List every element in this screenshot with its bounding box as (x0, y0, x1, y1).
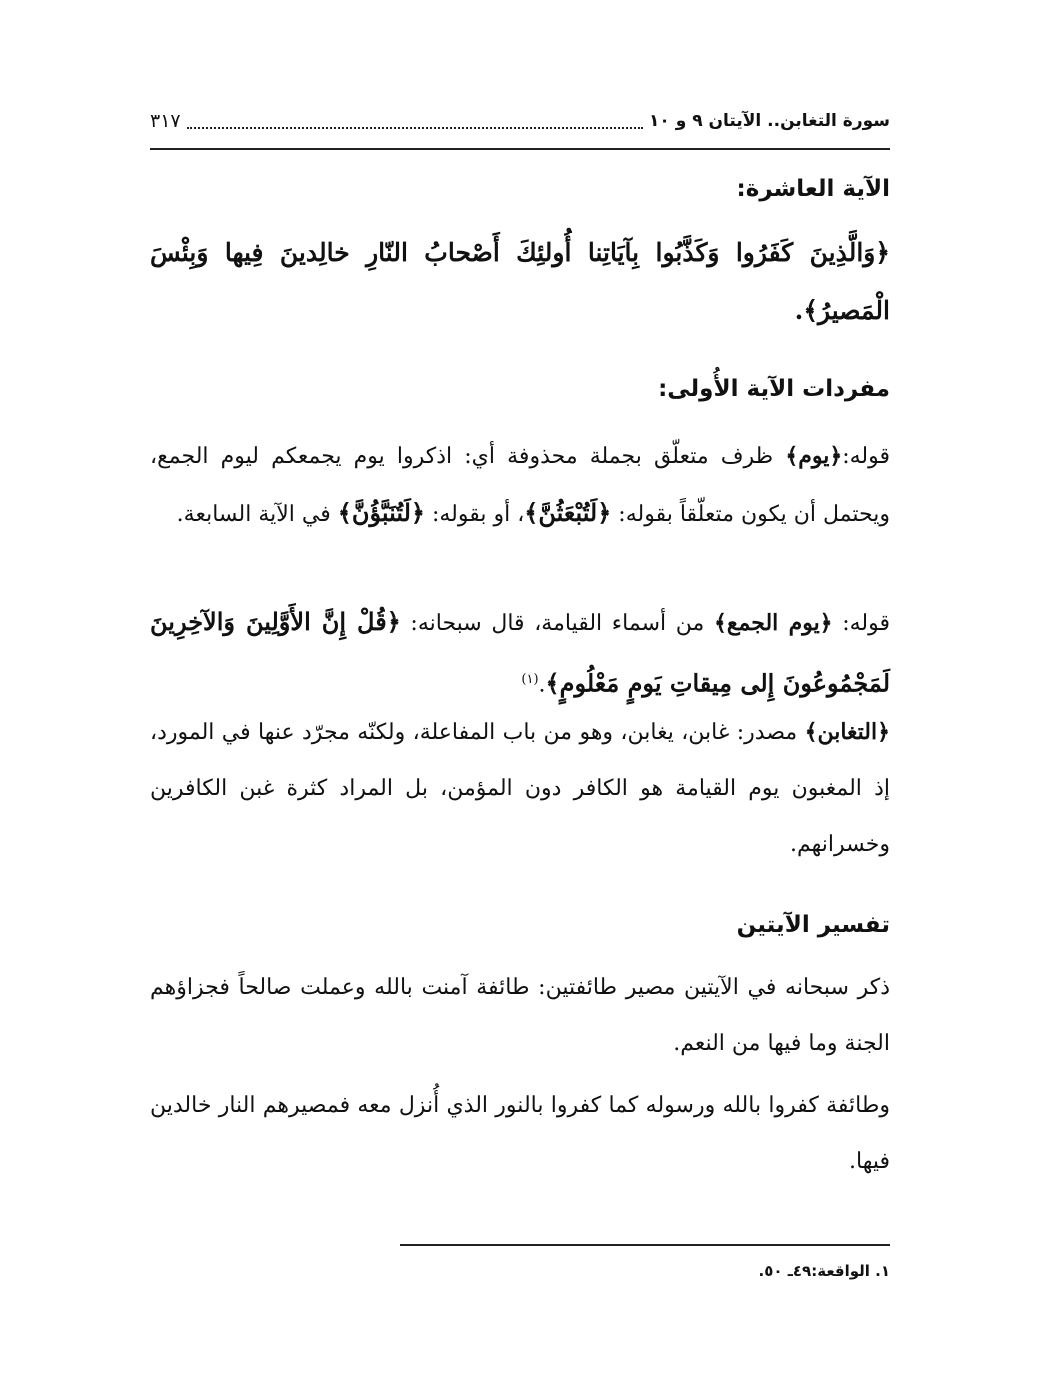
header-leader-dots (187, 113, 643, 129)
p1-term-latunabbaunna: ﴿لَتُنَبَّؤُنَّ﴾ (337, 498, 425, 527)
footnote-reference: (١) (521, 672, 539, 687)
paragraph-yawm-al-jam (150, 594, 890, 713)
p3-term-taghabun: ﴿التغابن﴾ (804, 719, 890, 745)
p1-term-latubathunna: ﴿لَتُبْعَثُنَّ﴾ (524, 498, 612, 527)
tafsir-heading: تفسير الآيتين (736, 912, 890, 938)
page-number: ٣١٧ (150, 110, 181, 132)
footnote-divider (400, 1244, 890, 1246)
header-title: سورة التغابن.. الآيتان ٩ و ١٠ (649, 111, 890, 131)
p3-text-b: مصدر: غابن، يغابن، وهو من باب المفاعلة، ولكنّه مجرّد عنها في المورد، إذ المغبون يوم القيامة هو الكافر دون المؤمن، بل المراد كثرة غبن الكافرين وخسرانهم. (150, 720, 890, 857)
p1-term-yawm: ﴿يوم﴾ (785, 443, 843, 469)
p2-text-c: من أسماء القيامة، قال سبحانه: (400, 611, 714, 636)
verse-heading: الآية العاشرة: (736, 176, 890, 202)
vocab-heading: مفردات الآية الأُولى: (658, 376, 890, 402)
verse-text: ﴿وَالَّذِينَ كَفَرُوا وَكَذَّبُوا بِآيَاتِنا أُولئِكَ أَصْحابُ النّارِ خالِدينَ فِيها وَبِئْسَ الْمَصيرُ﴾. (150, 238, 890, 325)
p1-text-a: قوله: (842, 444, 890, 469)
p1-text-e: ، أو بقوله: (424, 502, 525, 527)
paragraph-two-groups: ذكر سبحانه في الآيتين مصير طائفتين: طائفة آمنت بالله وعملت صالحاً فجزاؤهم الجنة وما فيها من النعم. (150, 975, 890, 1056)
p2-text-e: . (538, 672, 546, 698)
running-header (150, 104, 890, 138)
p1-text-g: في الآية السابعة. (176, 502, 338, 527)
footnote: ١. الواقعة:٤٩ـ ٥٠. (758, 1262, 890, 1280)
paragraph-disbelievers: وطائفة كفروا بالله ورسوله كما كفروا بالنور الذي أُنزل معه فمصيرهم النار خالدين فيها. (150, 1093, 890, 1174)
p2-text-a: قوله: (832, 611, 891, 636)
p1-text-c: ظرف متعلّق بجملة محذوفة أي: اذكروا يوم يجمعكم ليوم الجمع، ويحتمل أن يكون متعلّقاً بقوله: (150, 444, 890, 527)
paragraph-taghabun (150, 704, 890, 873)
p2-quran-quote: ﴿قُلْ إِنَّ الأَوَّلِينَ وَالآخِرِينَ لَمَجْمُوعُونَ إِلى مِيقاتِ يَومٍ مَعْلُومٍ﴾ (150, 607, 890, 698)
header-divider (150, 148, 890, 150)
paragraph-yawm (150, 428, 890, 543)
p2-term-yawm-al-jam: ﴿يوم الجمع﴾ (713, 610, 833, 636)
book-page (150, 0, 890, 1395)
